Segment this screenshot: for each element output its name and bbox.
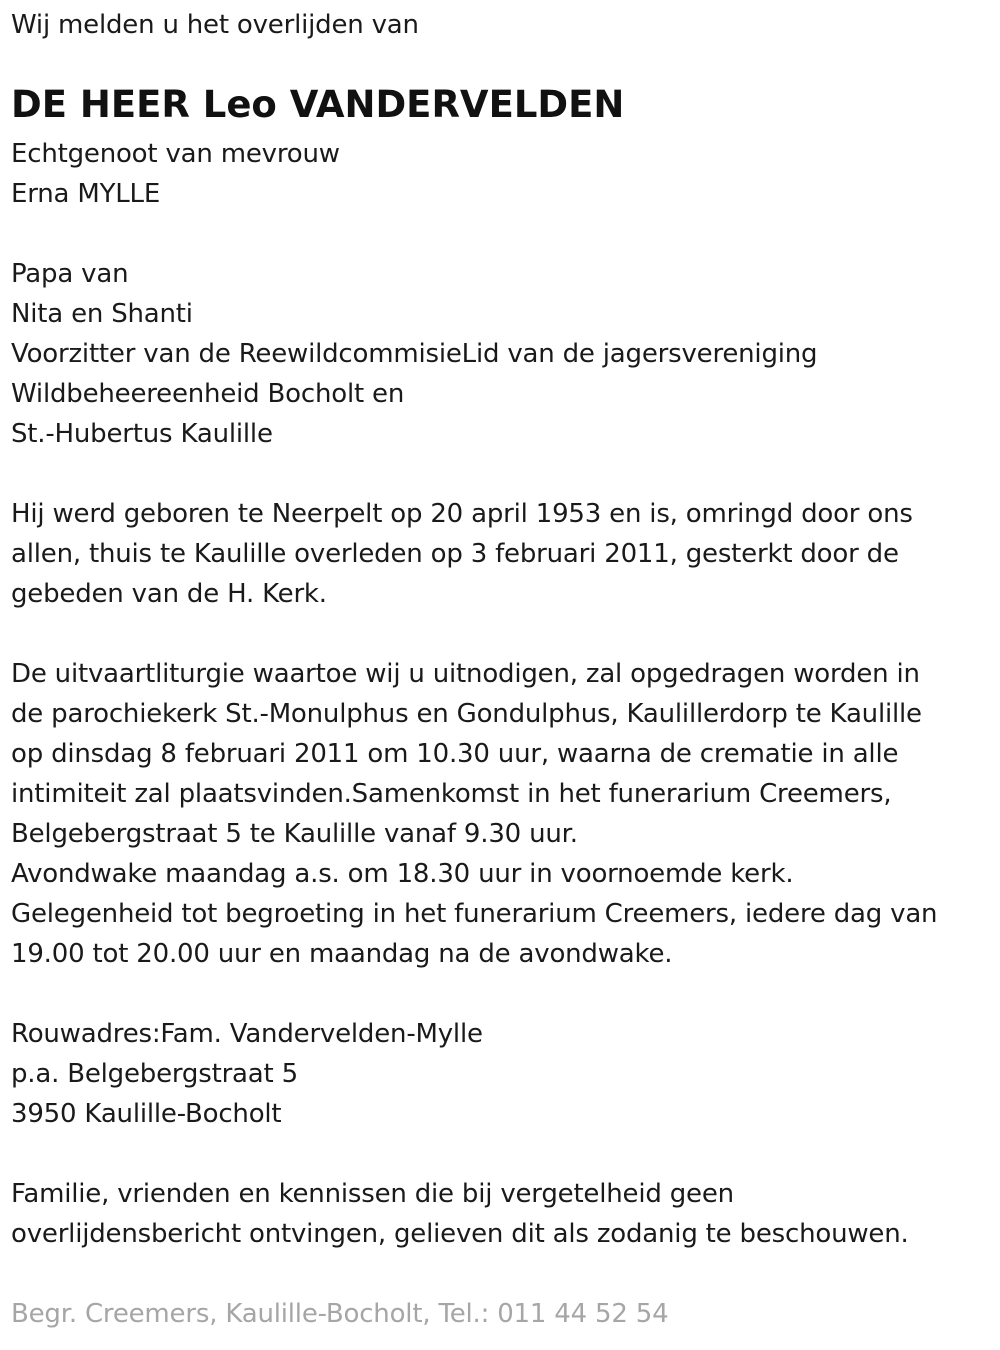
family-line-5: St.-Hubertus Kaulille [11,419,273,449]
notice-line-2: overlijdensbericht ontvingen, gelieven dit als zodanig te beschouwen. [11,1219,909,1249]
funeral-line-6: Avondwake maandag a.s. om 18.30 uur in voornoemde kerk. [11,859,794,889]
spouse-line-2: Erna MYLLE [11,179,161,209]
birth-death-line-3: gebeden van de H. Kerk. [11,579,327,609]
birth-death-line-2: allen, thuis te Kaulille overleden op 3 februari 2011, gesterkt door de [11,539,899,569]
address-line-3: 3950 Kaulille-Bocholt [11,1099,282,1129]
family-line-4: Wildbeheereenheid Bocholt en [11,379,405,409]
funeral-line-4: intimiteit zal plaatsvinden.Samenkomst in het funerarium Creemers, [11,779,892,809]
funeral-line-5: Belgebergstraat 5 te Kaulille vanaf 9.30 uur. [11,819,578,849]
notice-line-1: Familie, vrienden en kennissen die bij vergetelheid geen [11,1179,734,1209]
undertaker-footer: Begr. Creemers, Kaulille-Bocholt, Tel.: 011 44 52 54 [11,1299,669,1329]
address-line-1: Rouwadres:Fam. Vandervelden-Mylle [11,1019,483,1049]
funeral-line-3: op dinsdag 8 februari 2011 om 10.30 uur, waarna de crematie in alle [11,739,899,769]
family-line-1: Papa van [11,259,129,289]
address-line-2: p.a. Belgebergstraat 5 [11,1059,298,1089]
deceased-name: DE HEER Leo VANDERVELDEN [11,83,625,126]
family-line-3: Voorzitter van de ReewildcommisieLid van de jagersvereniging [11,339,818,369]
funeral-line-2: de parochiekerk St.-Monulphus en Gondulphus, Kaulillerdorp te Kaulille [11,699,922,729]
funeral-line-8: 19.00 tot 20.00 uur en maandag na de avondwake. [11,939,673,969]
funeral-line-7: Gelegenheid tot begroeting in het funerarium Creemers, iedere dag van [11,899,938,929]
spouse-line-1: Echtgenoot van mevrouw [11,139,340,169]
birth-death-line-1: Hij werd geboren te Neerpelt op 20 april 1953 en is, omringd door ons [11,499,913,529]
family-line-2: Nita en Shanti [11,299,193,329]
funeral-line-1: De uitvaartliturgie waartoe wij u uitnodigen, zal opgedragen worden in [11,659,920,689]
intro-text: Wij melden u het overlijden van [11,10,419,40]
